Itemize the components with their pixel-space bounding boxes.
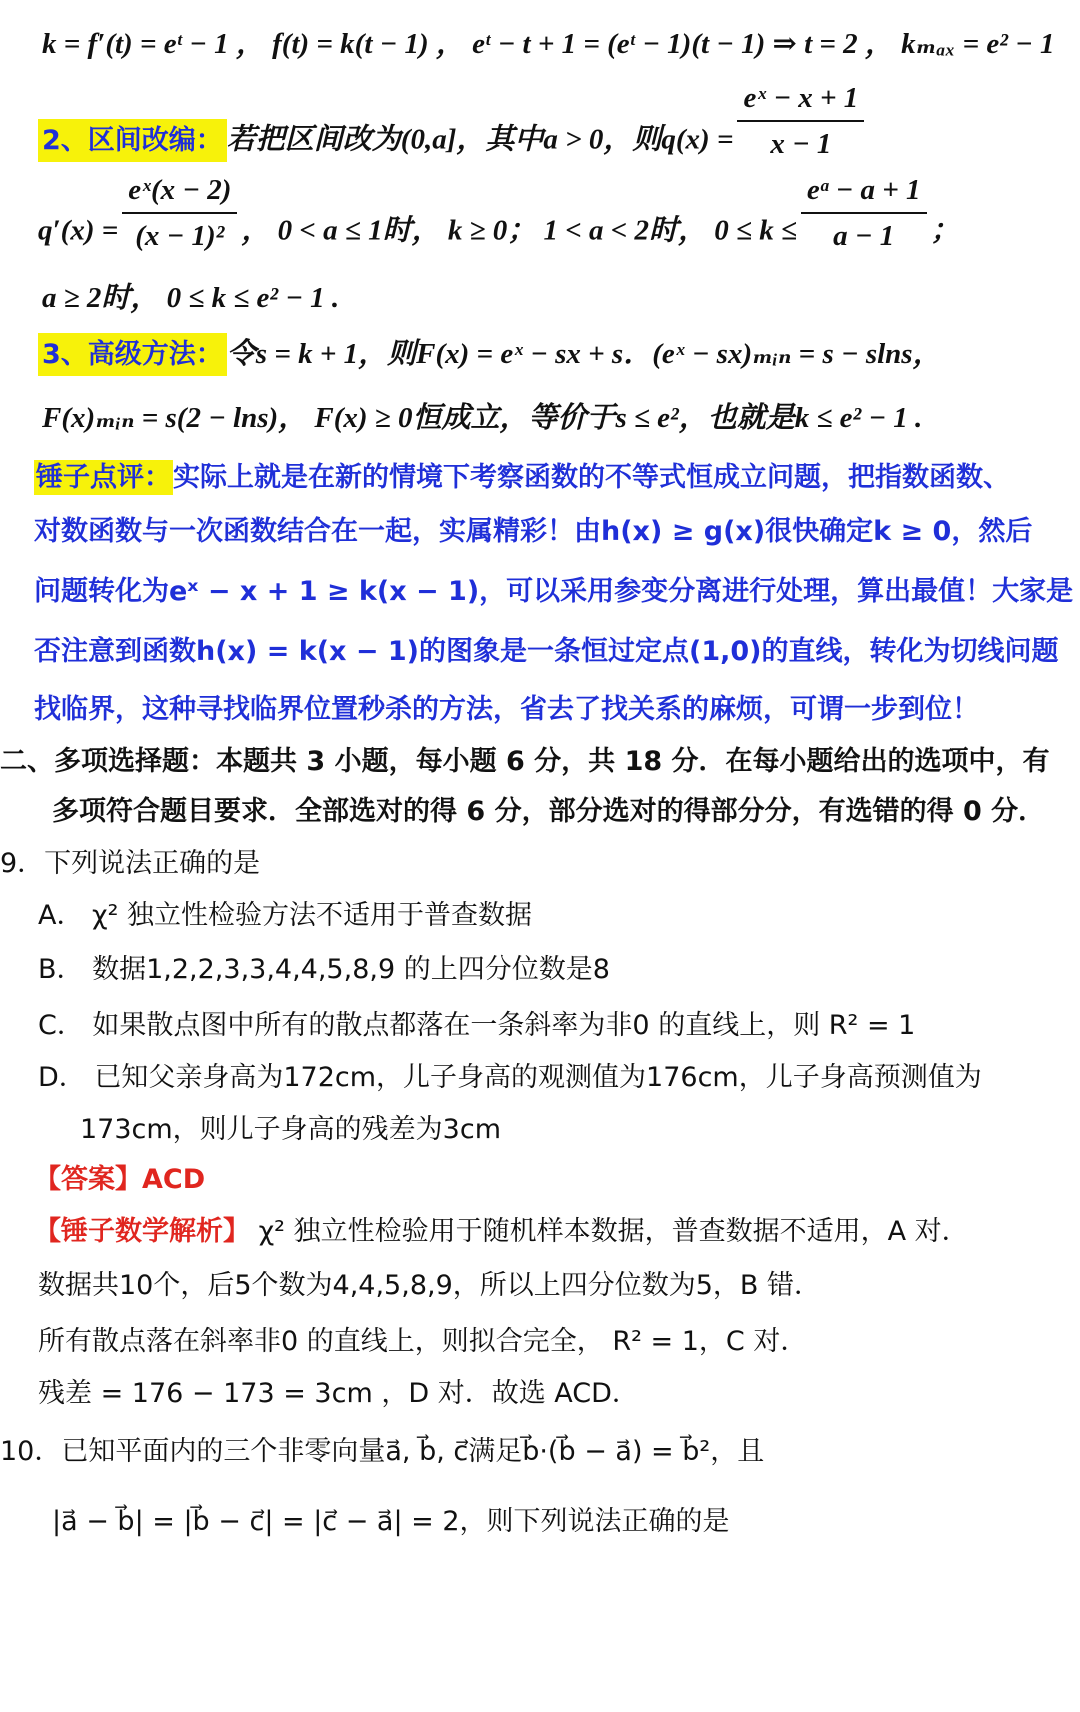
answer-label: 【答案】ACD (34, 1164, 206, 1195)
commentary-tag: 锤子点评： (36, 462, 171, 493)
interval-variant-text: 若把区间改为(0,a]，其中a > 0，则q(x) = (226, 123, 734, 156)
commentary-line-2: 对数函数与一次函数结合在一起，实属精彩！由h(x) ≥ g(x)很快确定k ≥ 0，然后 (34, 516, 1033, 547)
commentary-line-3: 问题转化为eˣ − x + 1 ≥ k(x − 1)，可以采用参变分离进行处理，算出最值！大家是 (34, 576, 1074, 607)
commentary-line-1 (34, 458, 1010, 498)
q-derivative-numerator: eˣ(x − 2) (122, 170, 237, 214)
solution-line-2: 数据共10个，后5个数为4,4,5,8,9，所以上四分位数为5，B 错． (38, 1270, 822, 1301)
solution-line-1 (34, 1212, 969, 1252)
semicolon: ； (930, 214, 960, 247)
advanced-method-line (38, 334, 942, 375)
option-b: B． 数据1,2,2,3,3,4,4,5,8,9 的上四分位数是8 (38, 954, 610, 985)
q-numerator: eˣ − x + 1 (737, 78, 864, 122)
q-fraction (737, 78, 864, 164)
commentary-line-4: 否注意到函数h(x) = k(x − 1)的图象是一条恒过定点(1,0)的直线，转化为切线问题 (34, 636, 1059, 667)
question-10-stem: 10．已知平面内的三个非零向量a⃗, b⃗, c⃗满足b⃗·(b⃗ − a⃗) = b⃗²，且 (0, 1436, 765, 1467)
commentary-line-5: 找临界，这种寻找临界位置秒杀的方法，省去了找关系的麻烦，可谓一步到位！ (34, 694, 979, 725)
solution-line-4: 残差 = 176 − 173 = 3cm ，D 对．故选 ACD． (38, 1378, 639, 1409)
solution-tag: 【锤子数学解析】 (34, 1216, 250, 1247)
solution-text-1: χ² 独立性检验用于随机样本数据，普查数据不适用，A 对． (250, 1216, 969, 1247)
case-conditions: ， 0 < a ≤ 1时， k ≥ 0； 1 < a < 2时， 0 ≤ k ≤ (241, 214, 797, 247)
k-bound-fraction (801, 170, 927, 256)
q-derivative-fraction (122, 170, 237, 256)
derivative-line: k = f′(t) = eᵗ − 1 ， f(t) = k(t − 1) ， eᵗ − t + 1 = (eᵗ − 1)(t − 1) ⇒ t = 2 ， kₘₐₓ = e² − 1 (42, 28, 1055, 60)
case-three-line: a ≥ 2时， 0 ≤ k ≤ e² − 1 . (42, 282, 340, 314)
option-d: D． 已知父亲身高为172cm，儿子身高的观测值为176cm，儿子身高预测值为 (38, 1062, 982, 1093)
solution-line-3: 所有散点落在斜率非0 的直线上，则拟合完全， R² = 1，C 对． (38, 1326, 808, 1357)
section-instructions: 多项符合题目要求．全部选对的得 6 分，部分选对的得部分分，有选错的得 0 分． (52, 796, 1046, 827)
option-a: A． χ² 独立性检验方法不适用于普查数据 (38, 900, 533, 931)
advanced-method-tag: 3、高级方法： (38, 333, 227, 376)
k-bound-denominator: a − 1 (833, 220, 895, 252)
option-d-continued: 173cm，则儿子身高的残差为3cm (80, 1114, 502, 1145)
q-denominator: x − 1 (770, 128, 832, 160)
k-bound-numerator: eᵃ − a + 1 (801, 170, 927, 214)
q-derivative-denominator: (x − 1)² (135, 220, 225, 252)
min-value-line: F(x)ₘᵢₙ = s(2 − lns)， F(x) ≥ 0恒成立，等价于s ≤ e²，也就是k ≤ e² − 1 . (42, 402, 923, 434)
option-c: C． 如果散点图中所有的散点都落在一条斜率为非0 的直线上，则 R² = 1 (38, 1010, 916, 1041)
question-9-stem: 9．下列说法正确的是 (0, 848, 261, 879)
question-10-condition: |a⃗ − b⃗| = |b⃗ − c⃗| = |c⃗ − a⃗| = 2，则下列说法正确的是 (52, 1506, 730, 1537)
q-derivative-label: q′(x) = (38, 214, 119, 247)
section-heading: 二、多项选择题：本题共 3 小题，每小题 6 分，共 18 分．在每小题给出的选项中，有 (0, 746, 1050, 777)
advanced-method-text: 令s = k + 1，则F(x) = eˣ − sx + s．(eˣ − sx)ₘᵢₙ = s − slns， (226, 338, 942, 370)
q-derivative-line (38, 174, 960, 276)
commentary-text-1: 实际上就是在新的情境下考察函数的不等式恒成立问题，把指数函数、 (173, 462, 1010, 493)
interval-variant-tag: 2、区间改编： (38, 119, 227, 162)
